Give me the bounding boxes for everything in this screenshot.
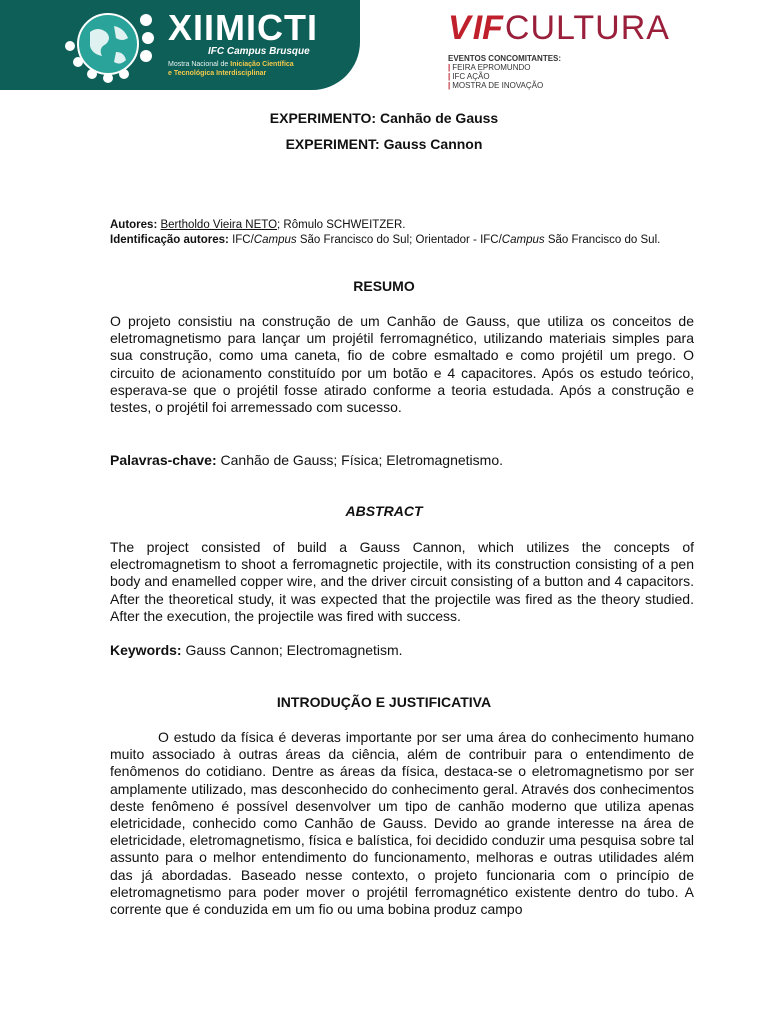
micti-desc-part-2: e Tecnológica Interdisciplinar	[168, 70, 267, 77]
micti-desc-highlight: Iniciação Científica	[230, 61, 294, 68]
micti-desc-part-1: Mostra Nacional de	[168, 61, 231, 68]
keywords-text: Gauss Cannon; Electromagnetism.	[181, 642, 403, 658]
ifcultura-logo-cultura: CULTURA	[504, 9, 670, 47]
author-others: ; Rômulo SCHWEITZER.	[277, 219, 406, 231]
ifcultura-logo-v: V	[448, 9, 471, 47]
micti-banner	[0, 0, 360, 90]
identification-line: Identificação autores: IFC/Campus São Francisco do Sul; Orientador - IFC/Campus São Francisco do Sul.	[110, 234, 661, 246]
concurrent-events	[448, 54, 561, 90]
palavras-chave	[110, 452, 694, 469]
event-item: | IFC AÇÃO	[448, 72, 490, 81]
abstract-paragraph: The project consisted of build a Gauss Cannon, which utilizes the concepts of electromagnetism to shoot a ferromagnetic projectile, with its construction consisting of a pen body and enamelled copper wire, and the driver circuit consisting of a button and 4 capacitors. After the theoretical study, it was expected that the projectile was fired as the theory studied. After the execution, the projectile was fired with success.	[110, 539, 694, 624]
resumo-heading: RESUMO	[353, 278, 415, 294]
events-title: EVENTOS CONCOMITANTES:	[448, 54, 562, 63]
identification-label: Identificação autores:	[110, 234, 229, 246]
abstract-heading: ABSTRACT	[345, 503, 423, 519]
event-item: | FEIRA EPROMUNDO	[448, 63, 531, 72]
palavras-chave-text: Canhão de Gauss; Física; Eletromagnetismo.	[216, 452, 503, 468]
authors-block	[110, 218, 694, 248]
authors-line	[110, 218, 694, 233]
intro-paragraph: O estudo da física é deveras importante por ser uma área do conhecimento humano muito associado à outras áreas da ciência, além de contribuir para o entendimento de fenômenos do cotidiano. Dentre as áreas da física, destaca-se o eletromagnetismo por ser amplamente utilizado, mas desconhecido do conhecimento geral. Através dos conhecimentos deste fenômeno é possível desenvolver um tipo de canhão moderno que utiliza apenas eletricidade, conhecido como Canhão de Gauss. Devido ao grande interesse na área de eletricidade, eletromagnetismo, física e balística, foi decidido conduzir uma pesquisa sobre tal assunto para o melhor entendimento do funcionamento, melhoras e outras utilidades além das já abordadas. Baseado nesse contexto, o projeto funcionaria com o princípio de eletromagnetismo para poder mover o projétil ferromagnético existente dentro do tubo. A corrente que é conduzida em um fio ou uma bobina produz campo	[110, 729, 694, 918]
title-portuguese: EXPERIMENTO: Canhão de Gauss	[269, 110, 499, 126]
resumo-paragraph: O projeto consistiu na construção de um Canhão de Gauss, que utiliza os conceitos de eletromagnetismo para lançar um projétil ferromagnético, utilizando materiais simples para sua construção, como uma caneta, fio de cobre esmaltado e como projétil um prego. O circuito de acionamento constituído por um botão e 4 capacitores. Após os estudo teórico, esperava-se que o projétil fosse atirado conforme a teoria estudada. Após a construção e testes, o projétil foi arremessado com sucesso.	[110, 313, 694, 416]
authors-label: Autores:	[110, 219, 158, 231]
keywords-label: Keywords:	[110, 642, 182, 658]
globe-icon	[60, 8, 156, 84]
intro-heading: INTRODUÇÃO E JUSTIFICATIVA	[276, 694, 492, 710]
page-header	[0, 0, 768, 92]
event-item: | MOSTRA DE INOVAÇÃO	[448, 81, 544, 90]
ifcultura-logo-if: IF	[472, 9, 503, 47]
keywords	[110, 642, 694, 659]
micti-description	[168, 60, 358, 78]
title-english: EXPERIMENT: Gauss Cannon	[285, 136, 483, 152]
micti-title: XIIMICTI	[168, 7, 318, 48]
author-name: Bertholdo Vieira NETO	[160, 219, 278, 231]
micti-subtitle: IFC Campus Brusque	[208, 46, 310, 57]
palavras-chave-label: Palavras-chave:	[110, 452, 217, 468]
ifcultura-logo	[448, 9, 670, 47]
